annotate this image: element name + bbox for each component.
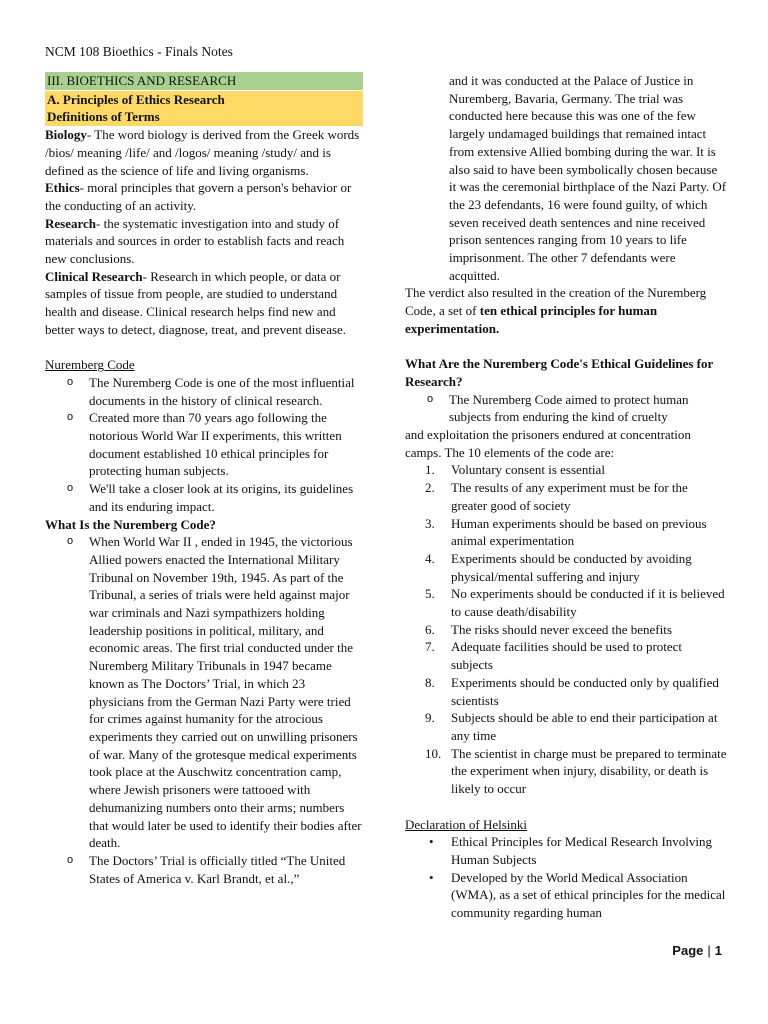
- page-number: 1: [714, 943, 722, 958]
- list-number: 7.: [425, 639, 435, 655]
- list-item: [405, 638, 727, 673]
- left-column: [45, 72, 363, 887]
- definition-term: Ethics: [45, 180, 80, 196]
- definition-clinical-research: [45, 268, 363, 339]
- verdict-text: The verdict also resulted in the creation of the Nuremberg Code, a set of: [405, 285, 707, 319]
- right-column: [405, 72, 727, 922]
- code-elements-list: [405, 461, 727, 797]
- nuremberg-code-heading: Nuremberg Code: [45, 357, 135, 373]
- list-item: o The Nuremberg Code aimed to protect human subjects from enduring the kind of cruelty: [405, 391, 727, 426]
- list-item-text: Human experiments should be based on previous animal experimentation: [451, 515, 707, 549]
- spacer: [405, 338, 727, 356]
- list-item-text: The scientist in charge must be prepared to terminate the experiment when injury, disability, or death is likely to occur: [451, 745, 727, 797]
- list-item: o When World War II , ended in 1945, the victorious Allied powers enacted the International Military Tribunal on November 19th, 1945. As part of the Tribunal, a series of trials were held against major war criminals and Nazi sympathizers holding leadership positions in political, military, and economic areas. The first trial conducted under the Nuremberg Military Tribunals in 1947 became known as The Doctors’ Trial, in which 23 physicians from the German Nazi Party were tried for crimes against humanity for the atrocious experiments they carried out on unwilling prisoners of war. Many of the grotesque medical experiments took place at the Auschwitz concentration camp, where Jewish prisoners were tattooed with dehumanizing numbers onto their arms; numbers that would later be used to identify their bodies after death.: [45, 533, 363, 852]
- what-is-list: [45, 533, 363, 887]
- list-item-text: No experiments should be conducted if it is believed to cause death/disability: [451, 586, 725, 620]
- list-item: [405, 461, 727, 479]
- list-number: 4.: [425, 550, 435, 566]
- list-item-text: Experiments should be conducted only by qualified scientists: [451, 674, 719, 708]
- list-item: [405, 674, 727, 709]
- list-item: o Created more than 70 years ago following the notorious World War II experiments, this written document established 10 ethical principles for protecting human subjects.: [45, 409, 363, 480]
- list-number: 10.: [425, 745, 442, 761]
- document-header: NCM 108 Bioethics - Finals Notes: [45, 44, 233, 59]
- definitions-title: Definitions of Terms: [45, 108, 363, 126]
- definition-ethics: [45, 179, 363, 214]
- list-item-text: Adequate facilities should be used to protect subjects: [451, 639, 683, 673]
- list-item-text: The results of any experiment must be for the greater good of society: [451, 480, 688, 513]
- section-title: III. BIOETHICS AND RESEARCH: [45, 72, 363, 90]
- list-item: [405, 745, 727, 798]
- what-is-heading: What Is the Nuremberg Code?: [45, 516, 216, 532]
- list-item: [405, 479, 727, 514]
- nuremberg-code-list: [45, 374, 363, 516]
- list-item: o The Doctors’ Trial is officially titled “The United States of America v. Karl Brandt, et al.,”: [45, 852, 363, 887]
- list-item: [405, 550, 727, 585]
- helsinki-heading: Declaration of Helsinki: [405, 816, 528, 832]
- definition-biology: [45, 126, 363, 179]
- list-item: [405, 585, 727, 620]
- list-item-text: Experiments should be conducted by avoiding physical/mental suffering and injury: [451, 550, 692, 584]
- list-item-text: Voluntary consent is essential: [451, 462, 605, 478]
- definition-text: - moral principles that govern a person's behavior or the conducting of an activity.: [45, 180, 352, 213]
- page-label: Page: [672, 943, 704, 958]
- spacer: [405, 798, 727, 816]
- page-separator: |: [707, 943, 711, 958]
- list-item-text: The risks should never exceed the benefits: [451, 621, 672, 637]
- list-number: 1.: [425, 462, 435, 478]
- list-number: 5.: [425, 586, 435, 602]
- subsection-title: A. Principles of Ethics Research: [45, 91, 363, 109]
- list-number: 2.: [425, 480, 435, 496]
- trial-continued-paragraph: and it was conducted at the Palace of Justice in Nuremberg, Bavaria, Germany. The trial was conducted here because this was one of the few largely undamaged buildings that remained intact from extensive Allied bombing during the war. It is also said to have been symbolically chosen because it was the ceremonial birthplace of the Nazi Party. Of the 23 defendants, 16 were found guilty, of which seven received death sentences and nine received prison sentences ranging from 10 years to life imprisonment. The other 7 defendants were acquitted.: [449, 73, 727, 283]
- definition-text: - the systematic investigation into and study of materials and sources in order to establish facts and reach new conclusions.: [45, 215, 345, 267]
- definition-text: - The word biology is derived from the Greek words /bios/ meaning /life/ and /logos/ meaning /study/ and is defined as the science of life and living organisms.: [45, 127, 360, 178]
- helsinki-list: [405, 833, 727, 922]
- definition-text: - Research in which people, or data or samples of tissue from people, are studied to understand health and disease. Clinical research helps find new and better ways to detect, diagnose, treat, and prevent disease.: [45, 268, 347, 337]
- list-number: 6.: [425, 621, 435, 637]
- guidelines-list: [405, 391, 727, 426]
- list-item: [405, 515, 727, 550]
- definition-term: Biology: [45, 127, 87, 143]
- list-item: o We'll take a closer look at its origins, its guidelines and its enduring impact.: [45, 480, 363, 515]
- guidelines-heading: What Are the Nuremberg Code's Ethical Guidelines for Research?: [405, 356, 714, 389]
- definition-research: [45, 215, 363, 268]
- definition-term: Research: [45, 215, 97, 231]
- page-footer: [672, 943, 722, 958]
- definition-term: Clinical Research: [45, 268, 143, 284]
- verdict-bold-text: ten ethical principles for human experimentation.: [405, 303, 658, 336]
- list-number: 3.: [425, 515, 435, 531]
- list-item: o The Nuremberg Code is one of the most influential documents in the history of clinical research.: [45, 374, 363, 409]
- list-item: • Ethical Principles for Medical Research Involving Human Subjects: [405, 833, 727, 868]
- verdict-paragraph: [405, 284, 727, 337]
- spacer: [45, 339, 363, 357]
- list-item-text: Subjects should be able to end their participation at any time: [451, 710, 718, 743]
- list-item: [405, 709, 727, 744]
- list-number: 9.: [425, 710, 435, 726]
- guidelines-continued-text: and exploitation the prisoners endured at concentration camps. The 10 elements of the code are:: [405, 427, 691, 460]
- list-item: [405, 621, 727, 639]
- list-item: • Developed by the World Medical Association (WMA), as a set of ethical principles for the medical community regarding human: [405, 869, 727, 922]
- list-number: 8.: [425, 674, 435, 690]
